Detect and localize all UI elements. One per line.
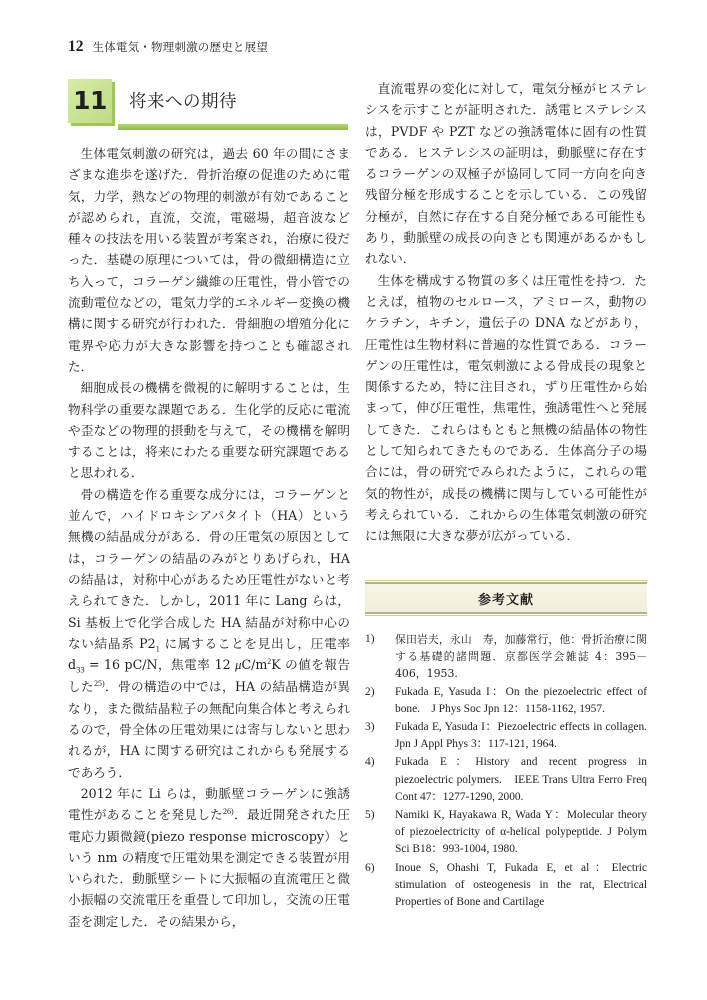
- reference-number: 2): [365, 685, 375, 698]
- reference-text: Inoue S, Ohashi T, Fukada E, et al：Electric stimulation of osteogenesis in the rat, Electrical Properties of Bone and Cartilage: [395, 861, 647, 909]
- page-folio-number: 12: [68, 38, 84, 55]
- section-number-badge: [68, 79, 112, 123]
- paragraph-text: 骨の構造を作る重要な成分には，コラーゲンと並んで，ハイドロキシアパタイト（HA）という無機の結晶成分がある．骨の圧電気の原因としては，コラーゲンの結晶のみがとりあげられ，HA の結晶は，対称中心があるため圧電性がないと考えられてきた．しかし，2011 年に Lang らは，Si 基板上で化学合成した HA 結晶が対称中心のない結晶系 P2: [68, 486, 350, 651]
- paragraph: 生体を構成する物質の多くは圧電性を持つ．たとえば，植物のセルロース，アミロース，動物のケラチン，キチン，遺伝子の DNA などがあり，圧電性は生物材料に普遍的な性質である．コラーゲンの圧電性は，電気刺激による骨成長の現象と関係するため，特に注目され，ずり圧電性から始まって，伸び圧電性，焦電性，強誘電性へと発展してきた．これらはもともと無機の結晶体の物性として知られてきたものである．生体高分子の場合には，骨の研究でみられたように，これらの電気的物性が，成長の機構に関与している可能性が考えられている．これからの生体電気刺激の研究には無限に大きな夢が広がっている．: [365, 272, 647, 544]
- reference-marker: 26): [223, 807, 234, 817]
- section-title: 将来への期待: [129, 92, 237, 112]
- reference-item: [365, 807, 647, 859]
- paragraph-text: = 16 pC/N，焦電率 12: [84, 657, 236, 673]
- paragraph: 生体電気刺激の研究は，過去 60 年の間にさまざまな進歩を遂げた．骨折治療の促進のために電気，力学，熱などの物理的刺激が有効であることが認められ，直流，交流，電磁場，超音波など種々の技法を用いる装置が考案され，治療に役だった．基礎の原理については，骨の微細構造に立ち入って，コラーゲン繊維の圧電性，骨小管での流動電位などの，電気力学的エネルギー変換の機構に関する研究が行われた．骨細胞の増殖分化に電界や応力が大きな影響を持つことも確認された．: [68, 146, 350, 374]
- running-head: [68, 38, 268, 56]
- reference-text: Fukada E, Yasuda I：Piezoelectric effects in collagen. Jpn J Appl Phys 3：117-121, 1964.: [395, 721, 659, 751]
- reference-number: 1): [365, 633, 375, 645]
- superscript: 2: [267, 656, 272, 666]
- paragraph-text: ．骨の構造の中では，HA の結晶構造が異なり，また微結晶粒子の無配向集合体と考えられるので，骨全体の圧電効果には寄与しないと思われるが，HA に関する研究はこれからも発展するであろう．: [68, 679, 350, 780]
- paragraph-text: ．最近開発された圧電応力顕微鏡(piezo response microscopy）という nm の精度で圧電効果を測定できる装置が用いられた．動脈壁シートに大振幅の直流電圧と微小振幅の交流電圧を重畳して印加し，交流の圧電歪を測定した．その結果から，: [68, 807, 351, 929]
- reference-text: Fukada E, Yasuda I：On the piezoelectric effect of bone. J Phys Soc Jpn 12：1158-1162, 1957.: [395, 685, 647, 715]
- reference-text: Namiki K, Hayakawa R, Wada Y：Molecular theory of piezoelectricity of α-helical polypeptide. J Polym Sci B18：993-1004, 1980.: [395, 809, 647, 856]
- paragraph-text: 2012 年に Li らは，動脈壁コラーゲンに強誘電性があることを発見した: [68, 785, 350, 823]
- references-banner: [365, 582, 647, 614]
- section-number: 11: [73, 86, 107, 115]
- paragraph: [68, 783, 350, 932]
- reference-number: 3): [365, 721, 375, 734]
- subscript: 1: [155, 643, 160, 654]
- running-head-title: 生体電気・物理刺激の歴史と展望: [92, 40, 268, 54]
- reference-number: 6): [365, 861, 375, 874]
- paragraph: 細胞成長の機構を微視的に解明することは，生物科学の重要な課題である．生化学的反応に電流や歪などの物理的摂動を与えて，その機構を解明することは，将来にわたる重要な研究課題であると思われる．: [68, 380, 350, 481]
- paragraph-text: C/m: [241, 657, 268, 673]
- paragraph-text: に属することを見出し，圧電率 d: [68, 635, 350, 673]
- body-text-left-column: [68, 143, 350, 932]
- reference-item: [365, 860, 647, 912]
- reference-text: Fukada E：History and recent progress in piezoelectric polymers. IEEE Trans Ultra Ferro Freq Cont 47：1277-1290, 2000.: [395, 756, 647, 803]
- mu-symbol: μ: [235, 658, 242, 673]
- body-text-right-column: [365, 78, 647, 547]
- section-heading: [68, 76, 348, 132]
- references-title: 参考文献: [477, 592, 534, 608]
- reference-item: [365, 684, 647, 718]
- section-underline-rule: [118, 124, 348, 130]
- subscript: 33: [76, 664, 85, 675]
- reference-number: 5): [365, 809, 375, 822]
- references-list: [365, 631, 659, 911]
- reference-item: [365, 754, 647, 806]
- reference-marker: 25): [93, 679, 105, 689]
- paragraph-text: K の値を報告した: [68, 657, 350, 695]
- paragraph: 直流電界の変化に対して，電気分極がヒステレシスを示すことが証明された．誘電ヒステレシスは，PVDF や PZT などの強誘電体に固有の性質である．ヒステレシスの証明は，動脈壁に存在するコラーゲンの双極子が協同して同一方向を向き残留分極を形成することを示している．この残留分極が，自然に存在する自発分極である可能性もあり，動脈壁の成長の向きとも関連があるかもしれない．: [365, 81, 647, 267]
- reference-text: 保田岩夫，永山 寿，加藤常行，他：骨折治療に関する基礎的諸問題．京都医学会雑誌 4：395－406，1953.: [395, 633, 647, 681]
- references-section: [365, 582, 659, 912]
- reference-number: 4): [365, 756, 375, 769]
- reference-item: [365, 631, 647, 683]
- reference-item: [365, 719, 659, 753]
- paragraph: [68, 484, 350, 783]
